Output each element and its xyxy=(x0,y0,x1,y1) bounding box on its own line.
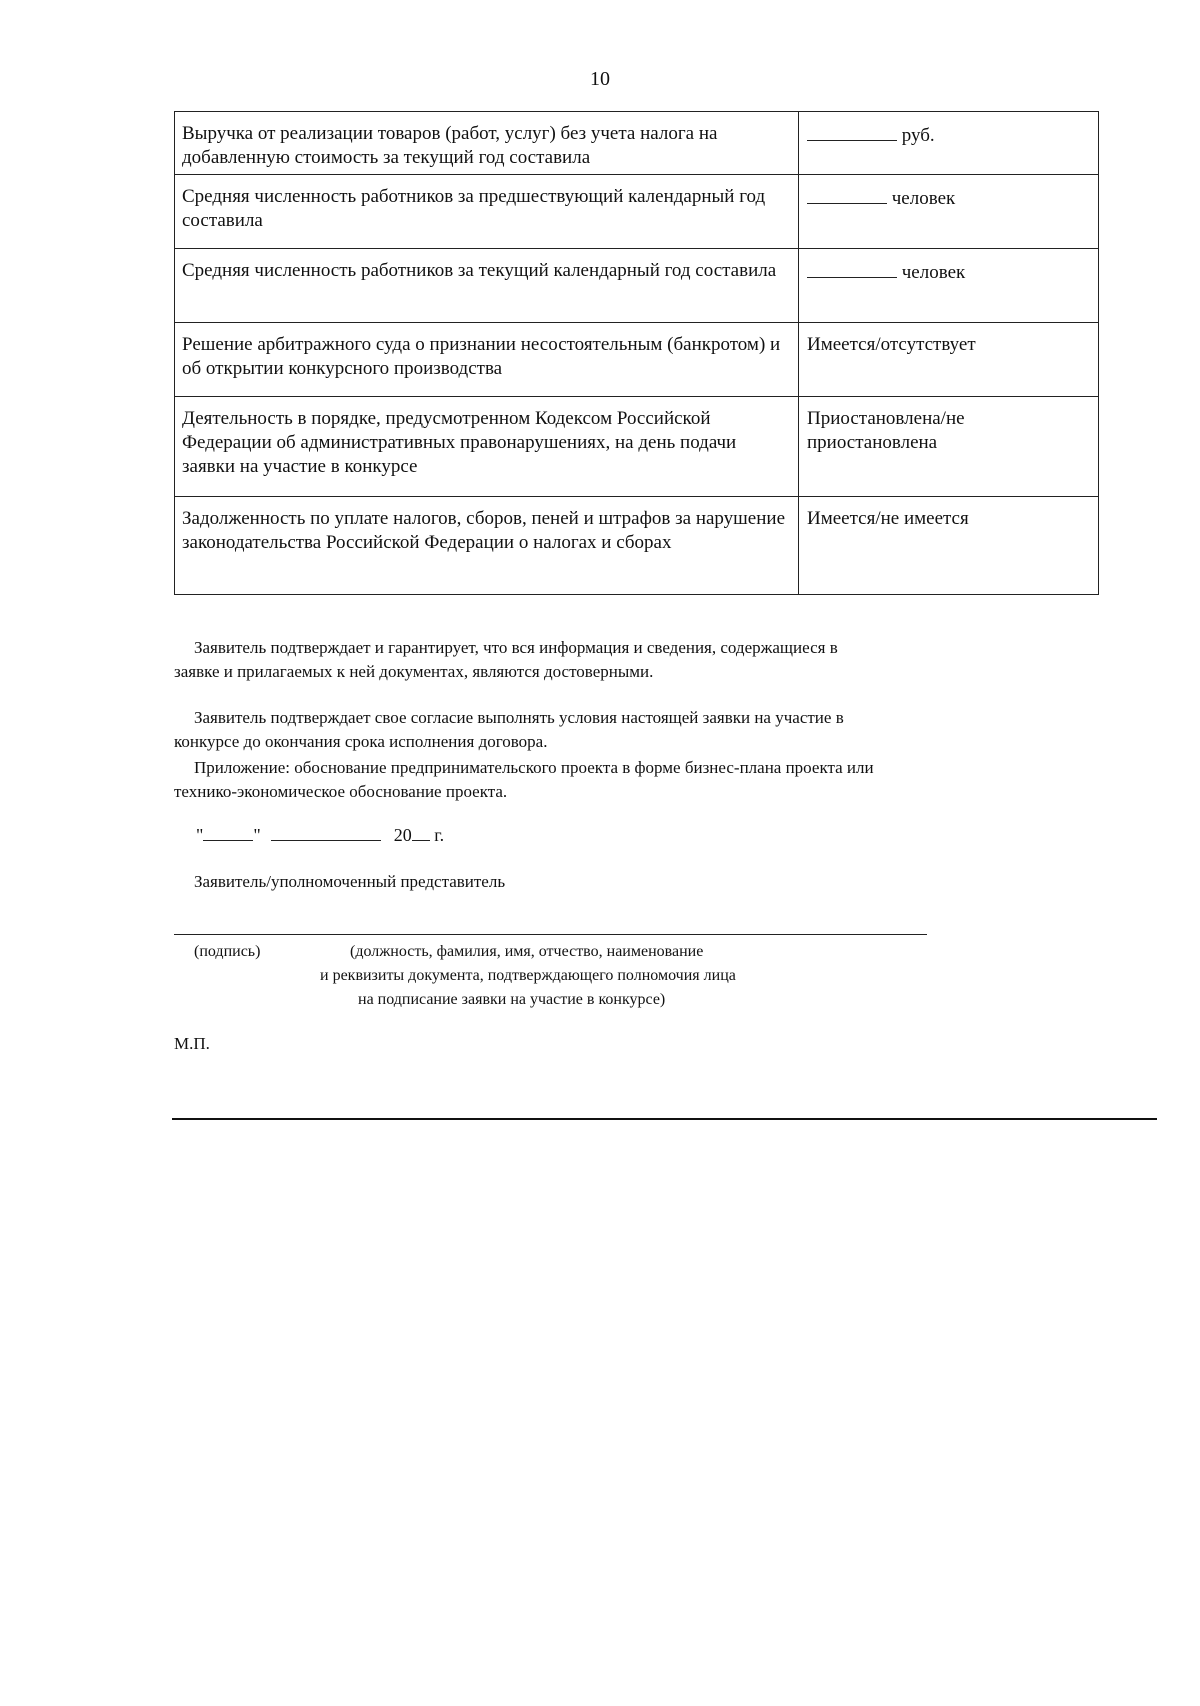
blank-line xyxy=(807,259,897,278)
row-question: Деятельность в порядке, предусмотренном Кодексом Российской Федерации об административных правонарушениях, на день подачи заявки на участие в конкурсе xyxy=(175,397,799,497)
row-question: Средняя численность работников за текущий календарный год составила xyxy=(175,249,799,323)
signature-details xyxy=(320,940,930,1012)
bottom-rule xyxy=(172,1118,1157,1120)
table-row xyxy=(175,497,1099,595)
confirmation-paragraph: Заявитель подтверждает и гарантирует, что вся информация и сведения, содержащиеся в заявке и прилагаемых к ней документах, являются достоверными. xyxy=(174,638,838,681)
day-blank xyxy=(203,822,253,841)
blank-line xyxy=(807,122,897,141)
signature-details-line: на подписание заявки на участие в конкурсе) xyxy=(358,991,666,1008)
year-prefix: 20 xyxy=(393,825,412,845)
row-question: Задолженность по уплате налогов, сборов, пеней и штрафов за нарушение законодательства Российской Федерации о налогах и сборах xyxy=(175,497,799,595)
close-quote: " xyxy=(253,825,261,845)
table-row xyxy=(175,112,1099,175)
row-question: Решение арбитражного суда о признании несостоятельным (банкротом) и об открытии конкурсного производства xyxy=(175,323,799,397)
row-answer: Приостановлена/не приостановлена xyxy=(799,397,1099,497)
table-row xyxy=(175,249,1099,323)
answer-unit: руб. xyxy=(901,125,935,146)
year-blank xyxy=(412,822,430,841)
table-row xyxy=(175,175,1099,249)
month-blank xyxy=(271,822,381,841)
representative-label: Заявитель/уполномоченный представитель xyxy=(194,872,506,891)
year-suffix: г. xyxy=(434,825,445,845)
row-question: Выручка от реализации товаров (работ, услуг) без учета налога на добавленную стоимость за текущий год составила xyxy=(175,112,799,175)
date-line xyxy=(196,822,444,846)
row-question: Средняя численность работников за предшествующий календарный год составила xyxy=(175,175,799,249)
row-answer: Имеется/отсутствует xyxy=(799,323,1099,397)
open-quote: " xyxy=(196,825,204,845)
answer-unit: человек xyxy=(901,262,966,283)
row-answer xyxy=(799,249,1099,323)
row-answer: Имеется/не имеется xyxy=(799,497,1099,595)
attachment-paragraph: Приложение: обоснование предпринимательского проекта в форме бизнес-плана проекта или технико-экономическое обоснование проекта. xyxy=(174,758,874,801)
signature-details-line: и реквизиты документа, подтверждающего полномочия лица xyxy=(320,967,736,984)
info-table xyxy=(174,111,1099,595)
blank-line xyxy=(807,185,887,204)
row-answer xyxy=(799,112,1099,175)
table-row xyxy=(175,397,1099,497)
signature-label: (подпись) xyxy=(194,943,261,960)
signature-details-line: (должность, фамилия, имя, отчество, наименование xyxy=(350,943,704,960)
consent-paragraph: Заявитель подтверждает свое согласие выполнять условия настоящей заявки на участие в конкурсе до окончания срока исполнения договора. xyxy=(174,708,844,751)
answer-unit: человек xyxy=(891,188,956,209)
row-answer xyxy=(799,175,1099,249)
table-row xyxy=(175,323,1099,397)
stamp-label: М.П. xyxy=(174,1034,210,1053)
page-number: 10 xyxy=(590,68,610,90)
signature-line xyxy=(174,934,927,935)
